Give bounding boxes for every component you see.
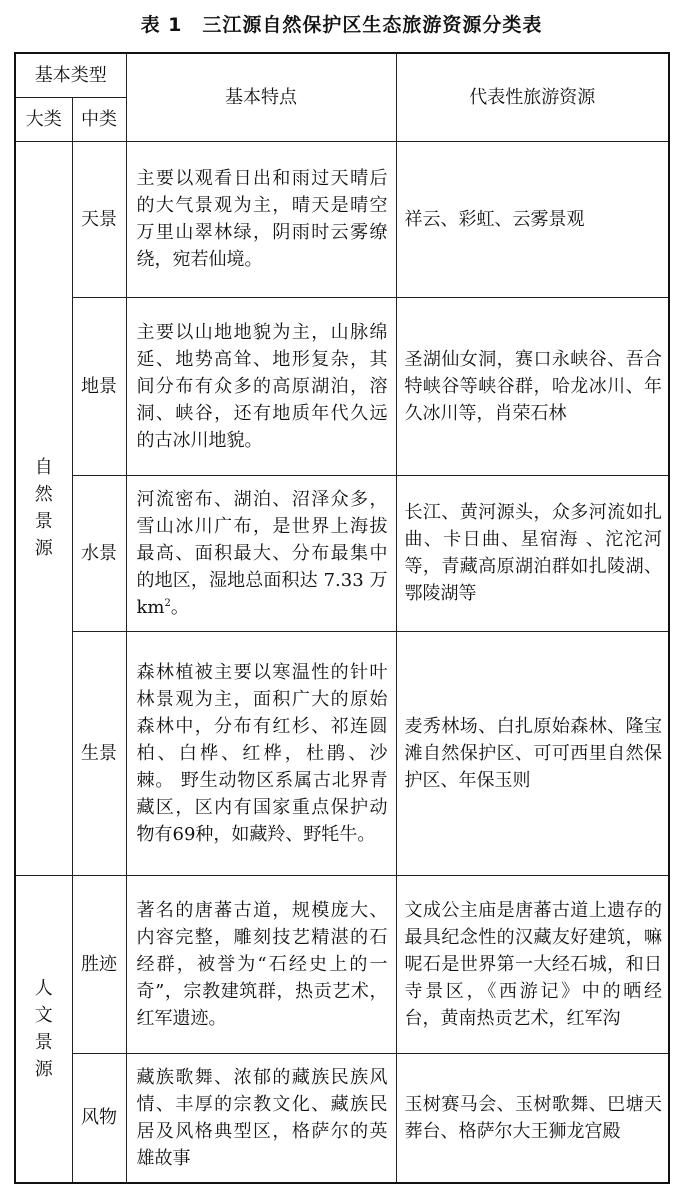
resource-classification-table — [14, 52, 670, 1184]
table-number: 表 1 — [140, 14, 183, 36]
features-end: 。 — [170, 596, 189, 618]
category-char: 然 — [34, 484, 53, 505]
table-row — [15, 631, 669, 875]
representative-cell: 圣湖仙女洞，赛口永峡谷、吾合特峡谷等峡谷群，哈龙冰川、年久冰川等，肖荣石林 — [396, 297, 669, 475]
subclass-biology: 生景 — [72, 631, 126, 875]
category-char: 自 — [34, 457, 53, 478]
header-representative: 代表性旅游资源 — [396, 53, 669, 141]
table-row — [15, 141, 669, 297]
header-row-top — [15, 53, 669, 97]
category-cultural — [15, 875, 72, 1183]
category-char: 人 — [34, 977, 53, 999]
representative-cell: 祥云、彩虹、云雾景观 — [396, 141, 669, 297]
subclass-land: 地景 — [72, 297, 126, 475]
table-caption: 三江源自然保护区生态旅游资源分类表 — [202, 14, 543, 36]
features-cell — [126, 475, 396, 631]
representative-cell: 长江、黄河源头，众多河流如扎曲、卡日曲、星宿海 、沱沱河等，青藏高原湖泊群如扎陵湖、鄂陵湖等 — [396, 475, 669, 631]
features-cell: 著名的唐蕃古道，规模庞大、内容完整，雕刻技艺精湛的石经群，被誉为“石经史上的一奇”，宗教建筑群，热贡艺术，红军遗迹。 — [126, 875, 396, 1053]
category-char: 文 — [34, 1004, 53, 1026]
subclass-customs: 风物 — [72, 1053, 126, 1183]
header-features: 基本特点 — [126, 53, 396, 141]
category-char: 景 — [34, 1031, 53, 1053]
header-middle-class: 中类 — [72, 97, 126, 141]
features-text: 河流密布、湖泊、沼泽众多，雪山冰川广布，是世界上海拔最高、面积最大、分布最集中的地区，湿地总面积达 7.33 万 km — [136, 488, 388, 618]
category-natural — [15, 141, 72, 875]
subclass-sky: 天景 — [72, 141, 126, 297]
table-row — [15, 875, 669, 1053]
subclass-sites: 胜迹 — [72, 875, 126, 1053]
table-title — [0, 10, 683, 37]
header-major-class: 大类 — [15, 97, 72, 141]
features-cell: 藏族歌舞、浓郁的藏族民族风情、丰厚的宗教文化、藏族民居及风格典型区，格萨尔的英雄故事 — [126, 1053, 396, 1183]
features-superscript: 2 — [164, 597, 171, 609]
table-row — [15, 297, 669, 475]
category-char: 源 — [34, 538, 53, 559]
table-row — [15, 475, 669, 631]
table-row — [15, 1053, 669, 1183]
subclass-water: 水景 — [72, 475, 126, 631]
features-cell: 主要以山地地貌为主，山脉绵延、地势高耸、地形复杂，其间分布有众多的高原湖泊，溶洞、峡谷，还有地质年代久远的古冰川地貌。 — [126, 297, 396, 475]
representative-cell: 麦秀林场、白扎原始森林、隆宝滩自然保护区、可可西里自然保护区、年保玉则 — [396, 631, 669, 875]
representative-cell: 玉树赛马会、玉树歌舞、巴塘天葬台、格萨尔大王狮龙宫殿 — [396, 1053, 669, 1183]
features-cell: 森林植被主要以寒温性的针叶林景观为主，面积广大的原始森林中，分布有红杉、祁连圆柏、白桦、红桦，杜鹃、沙棘。 野生动物区系属古北界青藏区，区内有国家重点保护动物有69种，如藏羚、野牦牛。 — [126, 631, 396, 875]
header-basic-type: 基本类型 — [15, 53, 126, 97]
representative-cell: 文成公主庙是唐蕃古道上遗存的最具纪念性的汉藏友好建筑，嘛呢石是世界第一大经石城，和日寺景区，《西游记》中的晒经台，黄南热贡艺术，红军沟 — [396, 875, 669, 1053]
category-char: 景 — [34, 511, 53, 532]
category-char: 源 — [34, 1058, 53, 1080]
features-cell: 主要以观看日出和雨过天晴后的大气景观为主，晴天是晴空万里山翠林绿，阴雨时云雾缭绕，宛若仙境。 — [126, 141, 396, 297]
